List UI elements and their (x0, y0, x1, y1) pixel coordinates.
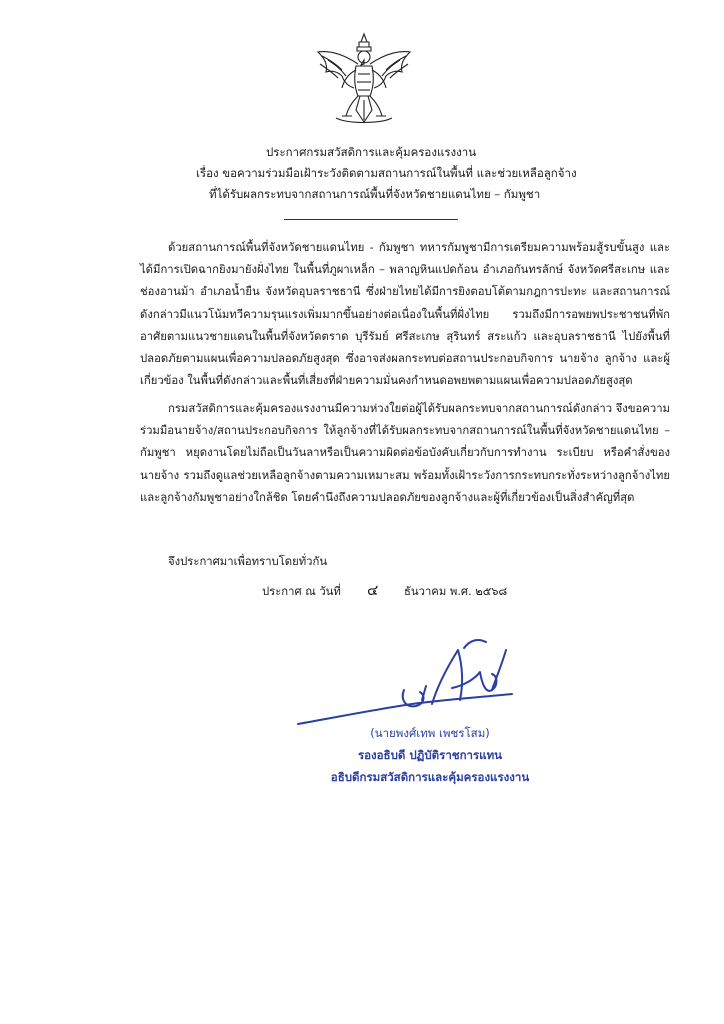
garuda-emblem-icon (312, 30, 416, 130)
closing-statement: จึงประกาศมาเพื่อทราบโดยทั่วกัน (168, 555, 328, 568)
date-month-year: ธันวาคม พ.ศ. ๒๕๖๘ (404, 585, 508, 598)
heading-divider (284, 219, 458, 220)
heading-line-2: เรื่อง ขอความร่วมมือเฝ้าระวังติดตามสถานการณ์ในพื้นที่ และช่วยเหลือลูกจ้าง (196, 166, 577, 180)
heading-line-1: ประกาศกรมสวัสดิการและคุ้มครองแรงงาน (266, 145, 477, 159)
signatory-block (300, 722, 560, 788)
body-paragraph-1: ด้วยสถานการณ์พื้นที่จังหวัดชายแดนไทย - กัมพูชา ทหารกัมพูชามีการเตรียมความพร้อมสู้รบขั้นสูง และได้มีการเปิดฉากยิงมายังฝั่งไทย ในพื้นที่ภูผาเหล็ก – พลาญหินแปดก้อน อำเภอกันทรลักษ์ จังหวัดศรีสะเกษ และช่องอานม้า อำเภอน้ำยืน จังหวัดอุบลราชธานี ซึ่งฝ่ายไทยได้มีการยิงตอบโต้ตามกฎการปะทะ และสถานการณ์ดังกล่าวมีแนวโน้มทวีความรุนแรงเพิ่มมากขึ้นอย่างต่อเนื่องในพื้นที่ฝั่งไทย รวมถึงมีการอพยพประชาชนที่พักอาศัยตามแนวชายแดนในพื้นที่จังหวัดตราด บุรีรัมย์ ศรีสะเกษ สุรินทร์ สระแก้ว และอุบลราชธานี ไปยังพื้นที่ปลอดภัยตามแผนเพื่อความปลอดภัยสูงสุด ซึ่งอาจส่งผลกระทบต่อสถานประกอบกิจการ นายจ้าง ลูกจ้าง และผู้เกี่ยวข้อง ในพื้นที่ดังกล่าวและพื้นที่เสี่ยงที่ฝ่ายความมั่นคงกำหนดอพยพตามแผนเพื่อความปลอดภัยสูงสุด (140, 241, 670, 388)
date-label: ประกาศ ณ วันที่ (262, 585, 341, 598)
heading-line-3: ที่ได้รับผลกระทบจากสถานการณ์พื้นที่จังหวัดชายแดนไทย – กัมพูชา (209, 187, 541, 201)
date-day: ๔ (367, 581, 379, 599)
signatory-name: (นายพงศ์เทพ เพชรโสม) (370, 726, 490, 740)
signatory-title-1: รองอธิบดี ปฏิบัติราชการแทน (357, 748, 503, 762)
body-paragraph-2: กรมสวัสดิการและคุ้มครองแรงงานมีความห่วงใยต่อผู้ได้รับผลกระทบจากสถานการณ์ดังกล่าว จึงขอความร่วมมือนายจ้าง/สถานประกอบกิจการ ให้ลูกจ้างที่ได้รับผลกระทบจากสถานการณ์ในพื้นที่จังหวัดชายแดนไทย – กัมพูชา หยุดงานโดยไม่ถือเป็นวันลาหรือเป็นความผิดต่อข้อบังคับเกี่ยวกับการทำงาน ระเบียบ หรือคำสั่งของนายจ้าง รวมถึงดูแลช่วยเหลือลูกจ้างตามความเหมาะสม พร้อมทั้งเฝ้าระวังการกระทบกระทั่งระหว่างลูกจ้างไทยและลูกจ้างกัมพูชาอย่างใกล้ชิด โดยคำนึงถึงความปลอดภัยของลูกจ้างและผู้ที่เกี่ยวข้องเป็นสิ่งสำคัญที่สุด (140, 402, 670, 504)
signatory-title-2: อธิบดีกรมสวัสดิการและคุ้มครองแรงงาน (330, 770, 530, 784)
